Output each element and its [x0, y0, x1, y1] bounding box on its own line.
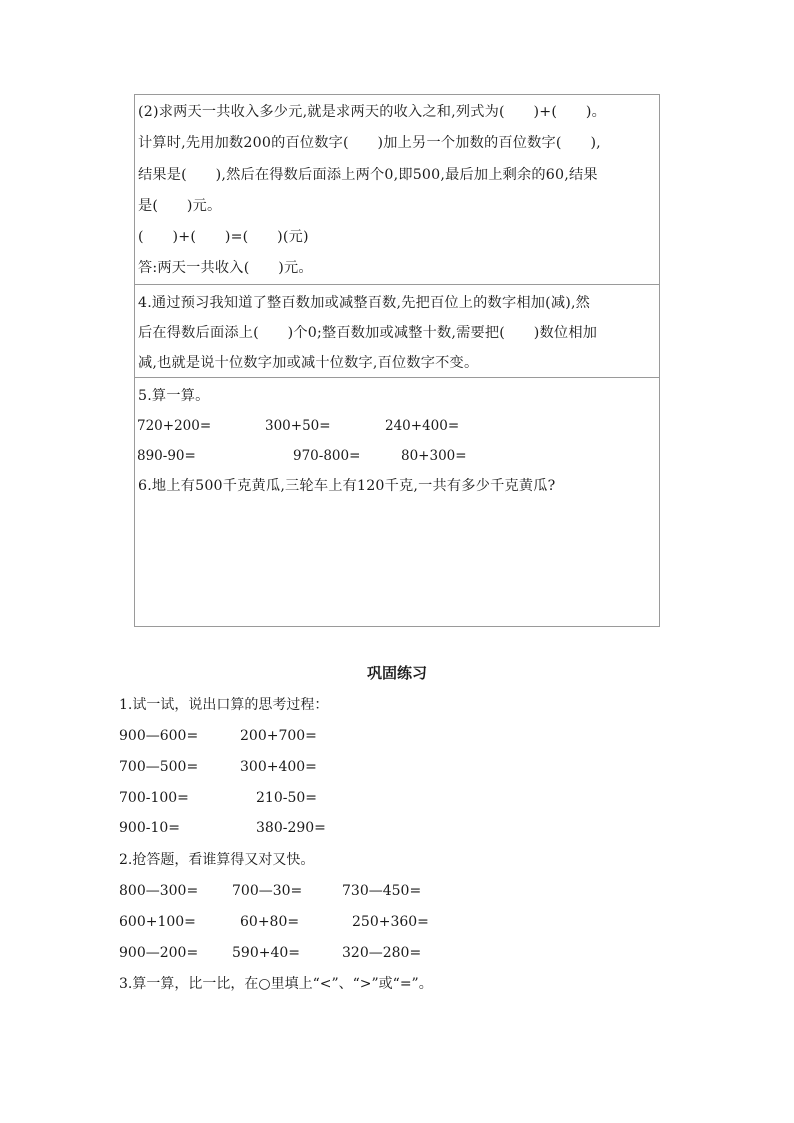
math-expression: 590+40= [232, 945, 300, 961]
math-expression: 700-100= [119, 790, 189, 806]
text-line: 4.通过预习我知道了整百数加或减整百数,先把百位上的数字相加(减),然 [138, 295, 591, 311]
section-title: 巩固练习 [366, 664, 427, 682]
math-expression: 720+200= [137, 418, 212, 434]
math-expression: 60+80= [240, 914, 300, 930]
math-expression: 890-90= [137, 448, 196, 464]
text-line: 计算时,先用加数200的百位数字( )加上另一个加数的百位数字( ), [138, 135, 601, 151]
question-heading: 5.算一算。 [138, 388, 210, 404]
text-line: 减,也就是说十位数字加或减十位数字,百位数字不变。 [138, 355, 479, 371]
math-expression: 380-290= [256, 820, 326, 836]
formula-line: ( )+( )=( )(元) [138, 229, 309, 245]
question-text: 6.地上有500千克黄瓜,三轮车上有120千克,一共有多少千克黄瓜? [138, 478, 556, 494]
math-expression: 80+300= [401, 448, 467, 464]
math-expression: 210-50= [256, 790, 317, 806]
table-cell-income [135, 95, 659, 284]
math-expression: 600+100= [119, 914, 196, 930]
question-heading: 2.抢答题，看谁算得又对又快。 [119, 852, 315, 868]
math-expression: 240+400= [385, 418, 460, 434]
math-expression: 250+360= [352, 914, 429, 930]
math-expression: 320—280= [342, 945, 422, 961]
table-cell-calculate [135, 377, 659, 626]
math-expression: 800—300= [119, 883, 199, 899]
math-expression: 730—450= [342, 883, 422, 899]
math-expression: 700—30= [232, 883, 303, 899]
table-cell-preview-note [135, 284, 659, 377]
text-line: 是( )元。 [138, 198, 222, 214]
text-line: 结果是( ),然后在得数后面添上两个0,即500,最后加上剩余的60,结果 [138, 167, 598, 183]
answer-line: 答:两天一共收入( )元。 [138, 260, 313, 276]
math-expression: 200+700= [240, 728, 317, 744]
question-heading: 3.算一算，比一比，在○里填上“<”、“>”或“=”。 [119, 976, 433, 992]
text-line: 后在得数后面添上( )个0;整百数加或减整十数,需要把( )数位相加 [138, 325, 598, 341]
math-expression: 900—600= [119, 728, 199, 744]
question-heading: 1.试一试，说出口算的思考过程： [119, 697, 329, 713]
math-expression: 300+50= [265, 418, 331, 434]
text-line: (2)求两天一共收入多少元,就是求两天的收入之和,列式为( )+( )。 [138, 104, 606, 120]
math-expression: 700—500= [119, 759, 199, 775]
math-expression: 970-800= [293, 448, 361, 464]
math-expression: 300+400= [240, 759, 317, 775]
preview-table [134, 94, 660, 627]
math-expression: 900-10= [119, 820, 180, 836]
math-expression: 900—200= [119, 945, 199, 961]
